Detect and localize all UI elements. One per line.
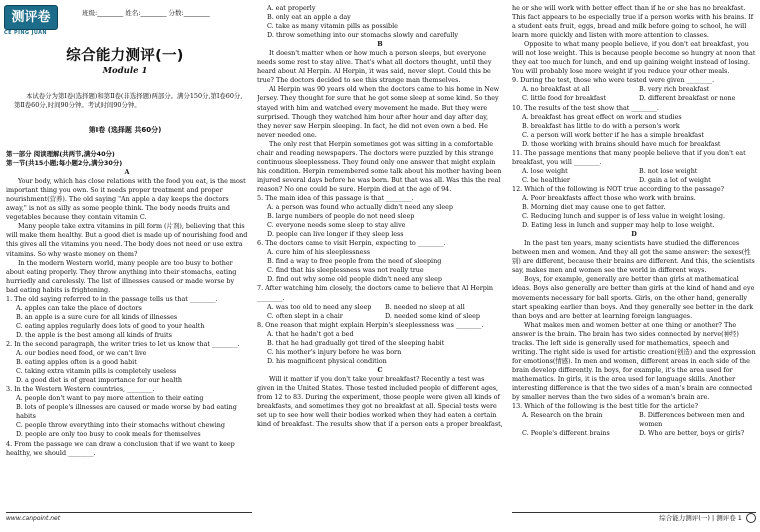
page-ring-icon (746, 513, 756, 523)
question: 12. Which of the following is NOT true according to the passage? (512, 184, 725, 193)
passage-paragraph: In the past ten years, many scientists have studied the differences between men and women. And they all got the same answer: the sexes(性别) are different, because their brains are different. And this, the scientists say, makes men and women see the world in different ways. (512, 239, 755, 275)
passage-paragraph: Your body, which has close relations with the food you eat, is the most important thing you own. So it needs proper treatment and proper nourishment(营养). The old saying "An apple a day keeps the doctors away," is not as silly as some people think. The body needs fruits and vegetables because they contain vitamin C. (6, 177, 246, 222)
option-item: A. lose weight (522, 166, 568, 175)
option-item: B. Differences between men and women (639, 411, 745, 429)
question: 5. The main idea of this passage is that ________. (257, 193, 414, 202)
option-item: B. Morning diet may cause one to get fatter. (522, 203, 666, 212)
passage-paragraph: Al Herpin was 90 years old when the doctors came to his home in New Jersey. They thought for sure that he got some sleep at some kind. So they stayed with him and watched every movement he made. But they were surprised. Though they watched him hour after hour and day after day, they never saw Herpin sleeping. In fact, he did not even own a bed. He never needed one. (257, 85, 500, 139)
option-item: B. breakfast has little to do with a person's work (522, 121, 680, 130)
question: 4. From the passage we can draw a conclusion that if we want to keep healthy, we should ________. (6, 439, 235, 457)
option-pair (512, 176, 756, 185)
passage-letter: B (377, 40, 383, 49)
question: 13. Which of the following is the best title for the article? (512, 402, 699, 411)
option-item: C. little food for breakfast (522, 94, 606, 103)
passage-letter: C (377, 365, 383, 374)
option-item: B. large numbers of people do not need sleep (267, 212, 415, 221)
option-item: B. find a way to free people from the need of sleeping (267, 257, 442, 266)
option-pair (512, 167, 756, 176)
option-item: A. eat properly (267, 4, 316, 12)
column-1 (6, 150, 248, 458)
exam-instructions (14, 92, 246, 111)
student-info-fields: 班级:________ 姓名:________ 分数:________ (82, 9, 210, 17)
option-item: D. people can live longer if they sleep less (267, 230, 404, 239)
option-item: D. people are only too busy to cook meals for themselves (16, 430, 201, 439)
option-item: D. different breakfast or none (639, 94, 736, 103)
option-item: C. find that his sleeplessness was not really true (267, 266, 424, 275)
option-pair (257, 303, 503, 312)
section-heading: 第Ⅰ卷 (选择题 共60分) (88, 126, 162, 134)
option-item: B. not lose weight (639, 166, 698, 175)
module-label: Module 1 (102, 66, 148, 76)
column-3-content (512, 4, 756, 438)
option-item: A. that he hadn't got a bed (267, 329, 354, 338)
option-item: C. often slept in a chair (267, 311, 343, 320)
footer-right: 综合能力测评(一) | 测评卷 1 (512, 512, 756, 525)
option-item: D. throw something into our stomachs slowly and carefully (267, 31, 458, 40)
question: 7. After watching him closely, the doctors came to believe that Al Herpin ________. (257, 284, 494, 302)
logo-badge: 测评卷 (4, 5, 58, 30)
footer-label: 综合能力测评(一) (659, 514, 710, 522)
option-item: A. a person was found who actually didn't need any sleep (267, 203, 454, 212)
option-pair (512, 411, 756, 429)
passage-paragraph: In the modern Western world, many people are too busy to bother about eating properly. They throw anything into their stomachs, eating hurriedly and carelessly. The list of illnesses caused or made worse by bad eating habits is frightening. (6, 258, 237, 294)
option-item: A. Research on the brain (522, 411, 603, 420)
column-2 (257, 4, 503, 429)
option-item: D. gain a lot of weight (639, 175, 711, 184)
question: 3. In the Western Western countries, ________. (6, 385, 155, 394)
column-3 (512, 4, 756, 438)
column-1-content (6, 168, 248, 458)
option-item: A. Poor breakfasts affect those who work with brains. (522, 193, 696, 202)
option-pair (257, 312, 503, 321)
option-item: C. eating apples regularly does lots of good to your health (16, 321, 205, 330)
option-item: A. no breakfast at all (522, 85, 590, 94)
option-item: B. eating apples often is a good habit (16, 358, 137, 367)
page-number: 1 (737, 514, 742, 522)
option-item: D. find out why some old people didn't need any sleep (267, 275, 442, 284)
question: 9. During the test, those who were tested were given ________. (512, 76, 715, 85)
passage-letter: D (631, 230, 637, 239)
part-heading: 第一部分 阅读理解(共两节,满分40分) (6, 150, 115, 158)
option-item: C. everyone needs some sleep to stay alive (267, 221, 406, 230)
footer-site[interactable]: www.canpoint.net (6, 515, 61, 522)
option-item: A. our bodies need food, or we can't live (16, 349, 147, 358)
brand-logo (4, 5, 58, 39)
option-pair (512, 85, 756, 94)
page-title: 综合能力测评(一) (66, 48, 184, 64)
subpart-heading: 第一节(共15小题;每小题2分,满分30分) (6, 159, 123, 168)
option-item: A. breakfast has great effect on work and studies (522, 112, 682, 121)
passage-paragraph: It doesn't matter when or how much a person sleeps, but everyone needs some rest to stay alive. That's what all doctors thought, until they heard about Al Herpin. Al Herpin, it was said, never slept. Could this be true? The doctors decided to see this strange man themselves. (257, 49, 492, 85)
passage-paragraph: Boys, for example, generally are better than girls at mathematical ideas. Boys also generally are better than girls at the kind of hand and eye movements necessary for ball sports. Girls, on the other hand, generally start speaking earlier than boys. And they generally see better in the dark than boys and are better at learning foreign languages. (512, 275, 755, 320)
option-item: C. people throw everything into their stomachs without chewing (16, 421, 226, 430)
question: 1. The old saying referred to in the passage tells us that ________. (6, 294, 218, 303)
option-item: C. be healthier (522, 175, 570, 184)
option-item: C. his mother's injury before he was born (267, 347, 402, 356)
passage-paragraph: Will it matter if you don't take your breakfast? Recently a test was given in the United States. Those tested included people of different ages, from 12 to 83. During the experiment, those people were given all kinds of breakfasts, and sometimes they got no breakfast at all. Special tests were set up to see how well their bodies worked when they had eaten a certain kind of breakfast. The results show that if a person eats a proper breakfast, (257, 374, 503, 429)
option-item: D. those working with brains should have much for breakfast (522, 139, 721, 148)
option-pair (512, 94, 756, 103)
intro-text: 本试卷分为第Ⅰ卷(选择题)和第Ⅱ卷(非选择题)两部分。满分150分,第Ⅰ卷60分,第Ⅱ卷60分,时间90分钟。考试时间90分钟。 (14, 92, 243, 110)
passage-paragraph: The only rest that Herpin sometimes got was sitting in a comfortable chair and reading newspapers. The doctors were puzzled by this strange continuous sleeplessness. They found only one answer that might explain his condition. Herpin remembered some talk about his mother having been injured several days before he was born. But that was all. Was this the real reason? No one could be sure. Herpin died at the age of 94. (257, 139, 502, 193)
option-item: B. very rich breakfast (639, 85, 710, 94)
option-item: D. Eating less in lunch and supper may help to lose weight. (522, 221, 715, 230)
question: 10. The results of the test show that ________. (512, 103, 659, 112)
option-item: A. apples can take the place of doctors (16, 303, 142, 312)
logo-subtitle: CE PING JUAN (4, 30, 48, 36)
option-item: D. his magnificent physical condition (267, 356, 387, 365)
option-item: A. cure him of his sleeplessness (267, 248, 371, 257)
footer-tag: 测评卷 (716, 514, 736, 522)
question: 8. One reason that might explain Herpin's sleeplessness was ________. (257, 320, 484, 329)
option-item: C. taking extra vitamin pills is completely useless (16, 367, 177, 376)
option-item: C. People's different brains (522, 429, 610, 438)
passage-paragraph: Opposite to what many people believe, if you don't eat breakfast, you will not lose weight. This is because people become so hungry at noon that they eat too much for lunch, and end up gaining weight instead of losing. You will probably lose more weight if you reduce your other meals. (512, 40, 756, 76)
option-item: C. Reducing lunch and supper is of less value in weight losing. (522, 212, 726, 221)
option-item: C. take as many vitamin pills as possible (267, 22, 398, 31)
passage-letter: A (124, 168, 130, 177)
option-item: D. a good diet is of great importance for our health (16, 376, 182, 385)
question: 2. In the second paragraph, the writer tries to let us know that ________. (6, 339, 240, 348)
option-item: B. lots of people's illnesses are caused or made worse by bad eating habits (16, 403, 237, 421)
option-item: B. only eat an apple a day (267, 13, 351, 22)
passage-paragraph: Many people take extra vitamins in pill form (片剂), believing that this will make them healthy. But a good diet is made up of nourishing food and this gives all the vitamins you need. The body does not need or use extra vitamins. So why waste money on them? (6, 222, 248, 258)
option-item: A. people don't want to pay more attention to their eating (16, 394, 204, 403)
option-item: B. needed no sleep at all (385, 302, 465, 311)
option-item: D. the apple is the best among all kinds of fruits (16, 330, 172, 339)
option-item: D. Who are better, boys or girls? (639, 429, 745, 438)
option-item: B. that he had gradually got tired of the sleeping habit (267, 338, 445, 347)
option-item: C. a person will work better if he has a simple breakfast (522, 130, 704, 139)
passage-paragraph: he or she will work with better effect than if he or she has no breakfast. This fact appears to be especially true if a person works with his brains. If a student eats fruit, eggs, bread and milk before going to school, he will learn more quickly and listen with more attention to classes. (512, 4, 754, 40)
option-item: B. an apple is a sure cure for all kinds of illnesses (16, 312, 178, 321)
question: 11. The passage mentions that many people believe that if you don't eat breakfast, you will ________. (512, 148, 746, 166)
passage-paragraph: What makes men and women better at one thing or another? The answer is the brain. The brain has two sides connected by nerve(神经) tracks. The left side is generally used for mathematics, speech and writing. The right side is used for artistic creation(创造) and the expression for emotions(情感). In men and women, different areas in each side of the brain develop differently. In boys, for example, it's the area used for mathematics. In girls, it is the area used for language skills. Another interesting difference is that the two sides of a man's brain are connected by smaller nerves than the two sides of a woman's brain are. (512, 320, 756, 402)
option-item: D. needed some kind of sleep (385, 311, 481, 320)
option-pair (512, 429, 756, 438)
column-2-content (257, 4, 503, 429)
question: 6. The doctors came to visit Herpin, expecting to ________. (257, 239, 446, 248)
footer-left (6, 512, 252, 525)
option-item: A. was too old to need any sleep (267, 302, 372, 311)
